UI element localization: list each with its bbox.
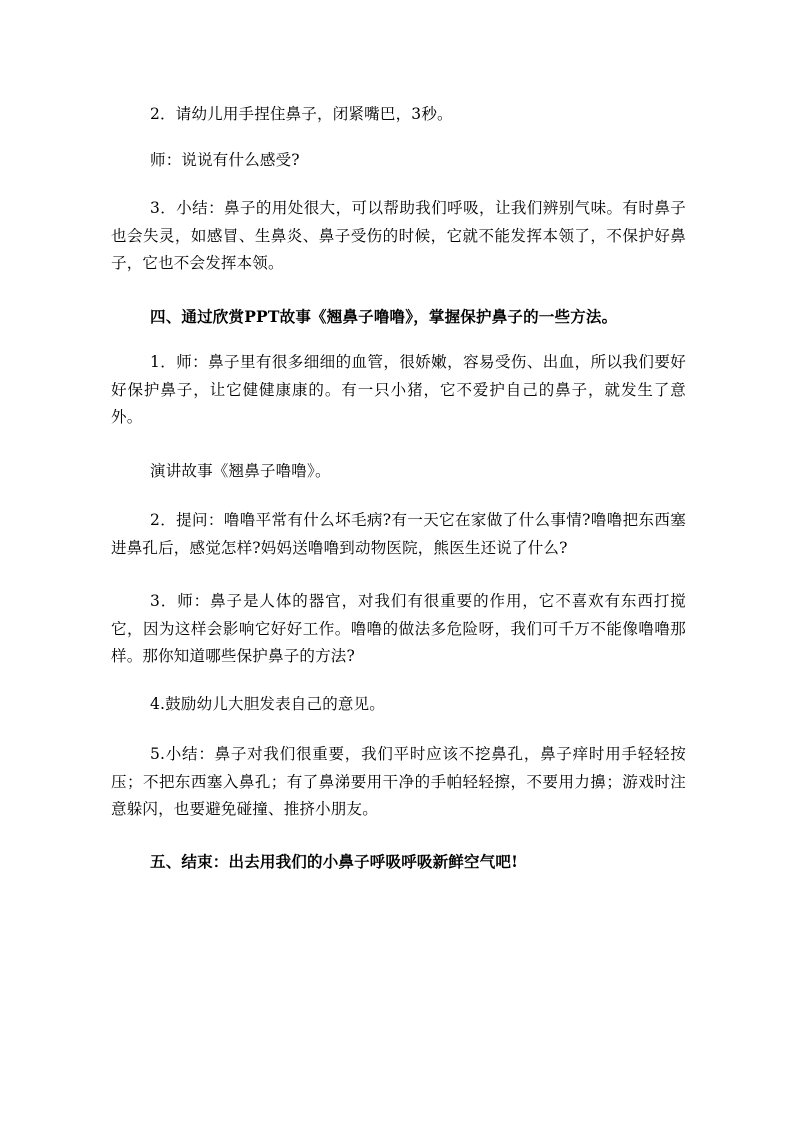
paragraph-story-telling: 演讲故事《翘鼻子噜噜》。: [150, 462, 331, 480]
paragraph-questions: 2．提问：噜噜平常有什么坏毛病?有一天它在家做了什么事情?噜噜把东西塞进鼻孔后，感觉怎样?妈妈送噜噜到动物医院，熊医生还说了什么?: [111, 511, 686, 557]
paragraph-summary-3: 3．小结：鼻子的用处很大，可以帮助我们呼吸，让我们辨别气味。有时鼻子也会失灵，如感冒、生鼻炎、鼻子受伤的时候，它就不能发挥本领了，不保护好鼻子，它也不会发挥本领。: [111, 199, 686, 272]
paragraph-teacher-organ: 3．师：鼻子是人体的器官，对我们有很重要的作用，它不喜欢有东西打搅它，因为这样会影响它好好工作。噜噜的做法多危险呀，我们可千万不能像噜噜那样。那你知道哪些保护鼻子的方法?: [111, 592, 686, 665]
paragraph-teacher-intro: 1．师：鼻子里有很多细细的血管，很娇嫩，容易受伤、出血，所以我们要好好保护鼻子，让它健健康康的。有一只小猪，它不爱护自己的鼻子，就发生了意外。: [111, 353, 686, 426]
paragraph-step-2-pinch-nose: 2．请幼儿用手捏住鼻子，闭紧嘴巴，3秒。: [150, 105, 453, 123]
paragraph-summary-5: 5.小结：鼻子对我们很重要，我们平时应该不挖鼻孔，鼻子痒时用手轻轻按压；不把东西塞入鼻孔；有了鼻涕要用干净的手帕轻轻擦，不要用力擤；游戏时注意躲闪，也要避免碰撞、推挤小朋友。: [111, 745, 686, 818]
section-heading-five: 五、结束：出去用我们的小鼻子呼吸呼吸新鲜空气吧!: [150, 852, 519, 871]
section-heading-four: 四、通过欣赏PPT故事《翘鼻子噜噜》，掌握保护鼻子的一些方法。: [150, 307, 618, 326]
paragraph-teacher-question: 师：说说有什么感受?: [150, 151, 300, 169]
paragraph-encourage: 4.鼓励幼儿大胆发表自己的意见。: [150, 695, 385, 713]
